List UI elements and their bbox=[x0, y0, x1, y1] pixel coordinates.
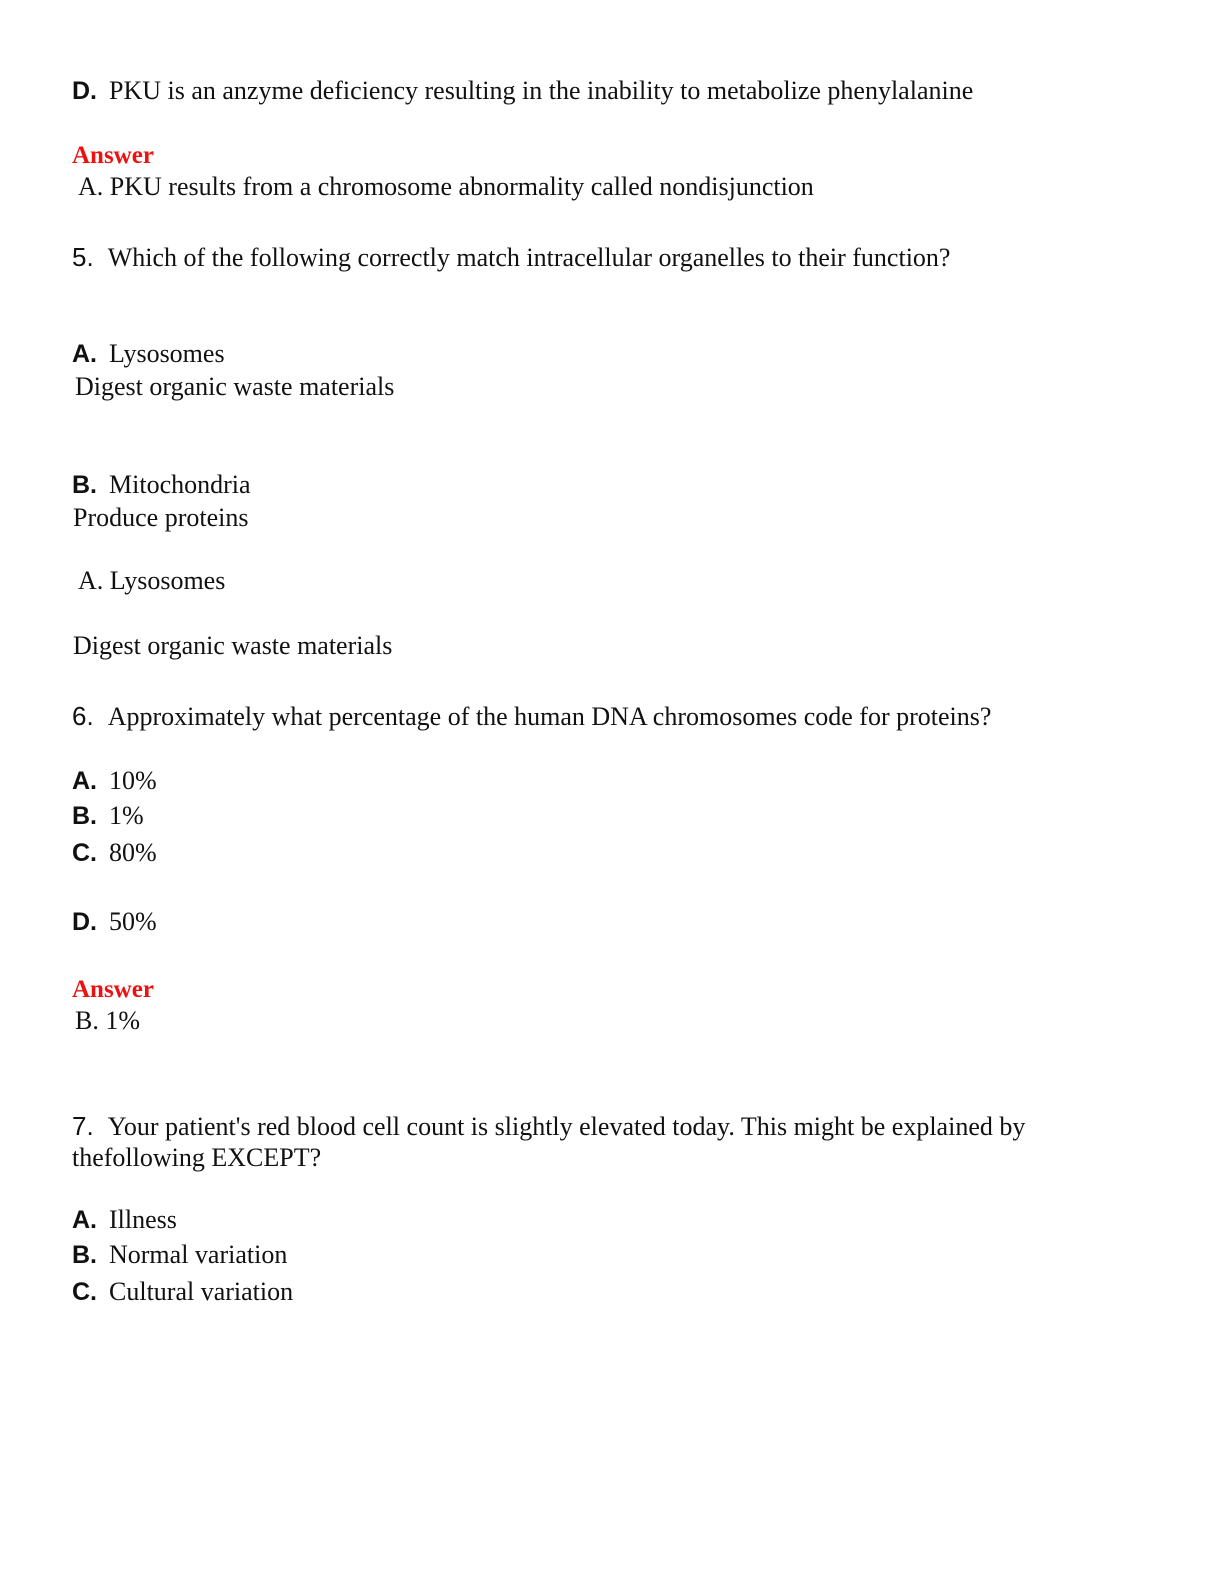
option-text: Lysosomes bbox=[109, 339, 225, 368]
option-text: PKU is an anzyme deficiency resulting in the inability to metabolize phenylalanine bbox=[109, 76, 974, 105]
q5-answer-line1: A. Lysosomes bbox=[78, 566, 226, 595]
q4-answer-heading: Answer bbox=[72, 142, 154, 169]
q5-answer-line2: Digest organic waste materials bbox=[73, 631, 393, 660]
option-text: 10% bbox=[109, 766, 157, 795]
question-number: 6. bbox=[72, 701, 94, 731]
option-text: Mitochondria bbox=[109, 470, 251, 499]
q7-option-a bbox=[72, 1205, 177, 1235]
question-number: 7. bbox=[72, 1111, 94, 1141]
option-label: B. bbox=[72, 802, 97, 830]
option-label: C. bbox=[72, 839, 97, 867]
question-text: Your patient's red blood cell count is slightly elevated today. This might be explained by thefollowing EXCEPT? bbox=[72, 1112, 1026, 1172]
q6-option-b bbox=[72, 801, 144, 831]
option-text: Illness bbox=[109, 1205, 177, 1234]
option-text: 1% bbox=[109, 801, 144, 830]
q5-option-a bbox=[72, 339, 225, 369]
q4-option-d bbox=[72, 76, 973, 106]
option-text: 80% bbox=[109, 838, 157, 867]
q5-option-a-sub: Digest organic waste materials bbox=[75, 372, 395, 401]
q4-answer-text: A. PKU results from a chromosome abnormality called nondisjunction bbox=[78, 172, 814, 201]
q5-question bbox=[72, 242, 950, 273]
q7-question bbox=[72, 1111, 1112, 1173]
option-label: D. bbox=[72, 908, 97, 936]
option-label: D. bbox=[72, 77, 97, 105]
q7-option-b bbox=[72, 1240, 287, 1270]
option-text: Cultural variation bbox=[109, 1277, 294, 1306]
option-label: B. bbox=[72, 1241, 97, 1269]
q6-option-c bbox=[72, 838, 157, 868]
q5-option-b-sub: Produce proteins bbox=[73, 503, 249, 532]
q5-option-b bbox=[72, 470, 251, 500]
q6-option-d bbox=[72, 907, 157, 937]
option-label: B. bbox=[72, 471, 97, 499]
q6-option-a bbox=[72, 766, 157, 796]
option-label: C. bbox=[72, 1278, 97, 1306]
question-text: Which of the following correctly match intracellular organelles to their function? bbox=[107, 243, 951, 272]
question-number: 5. bbox=[72, 242, 94, 272]
q6-question bbox=[72, 701, 991, 732]
option-text: Normal variation bbox=[109, 1240, 288, 1269]
option-label: A. bbox=[72, 340, 97, 368]
q7-option-c bbox=[72, 1277, 293, 1307]
q6-answer-text: B. 1% bbox=[75, 1006, 140, 1035]
option-text: 50% bbox=[109, 907, 157, 936]
q6-answer-heading: Answer bbox=[72, 976, 154, 1003]
option-label: A. bbox=[72, 1206, 97, 1234]
question-text: Approximately what percentage of the human DNA chromosomes code for proteins? bbox=[107, 702, 992, 731]
option-label: A. bbox=[72, 767, 97, 795]
